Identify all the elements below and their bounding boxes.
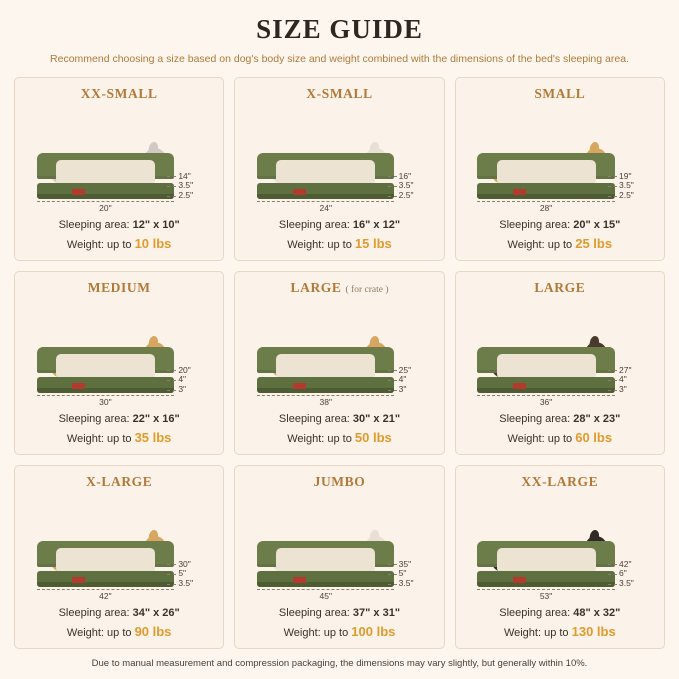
- bed-base-shadow: [477, 582, 614, 587]
- size-card: [234, 465, 444, 649]
- size-card-specs: [241, 605, 437, 641]
- size-card-title: [86, 474, 152, 490]
- brand-tag-icon: [513, 383, 526, 389]
- page-title: SIZE GUIDE: [256, 14, 423, 44]
- width-dimension: [477, 589, 614, 601]
- sleeping-area-label: Sleeping area:: [499, 219, 574, 231]
- weight-value: 90 lbs: [134, 623, 172, 639]
- sleeping-area-value: 12" x 10": [132, 219, 180, 231]
- brand-tag-icon: [293, 189, 306, 195]
- dim-tick-icon: [388, 390, 397, 391]
- sleeping-area-row: [241, 605, 437, 622]
- dim-line-icon: [477, 589, 614, 590]
- weight-label: Weight: up to: [66, 238, 135, 251]
- sleeping-area-value: 20" x 15": [573, 219, 621, 231]
- sleeping-area-row: [462, 411, 658, 428]
- bed-base-shadow: [37, 194, 174, 199]
- dim-mid-value: 4": [398, 374, 407, 385]
- dim-low: [388, 191, 436, 201]
- dim-height: [608, 366, 656, 376]
- dim-tick-icon: [608, 584, 617, 585]
- dim-line-icon: [477, 395, 614, 396]
- weight-label: Weight: up to: [287, 432, 355, 445]
- size-card-specs: [21, 605, 217, 641]
- width-dimension: [37, 201, 174, 213]
- dim-low-value: 3.5": [618, 578, 634, 589]
- brand-tag-icon: [72, 383, 85, 389]
- size-card: [14, 271, 224, 455]
- bed-sleeping-surface: [56, 160, 155, 185]
- bed-base: [477, 183, 614, 199]
- dim-width-value: 36": [539, 397, 553, 407]
- size-card-specs: [241, 411, 437, 447]
- bed-figure: [462, 104, 658, 215]
- dim-mid-value: 5": [398, 568, 407, 579]
- dim-line-icon: [257, 395, 394, 396]
- width-dimension: [257, 589, 394, 601]
- size-card: [234, 271, 444, 455]
- dim-tick-icon: [608, 574, 617, 575]
- dim-width-value: 28": [539, 203, 553, 213]
- dim-low: [608, 385, 656, 395]
- sleeping-area-value: 34" x 26": [132, 607, 180, 619]
- vertical-dimensions: [608, 560, 656, 589]
- sleeping-area-label: Sleeping area:: [499, 607, 574, 619]
- size-card-name: LARGE: [290, 280, 342, 295]
- size-card-specs: [462, 217, 658, 253]
- sleeping-area-value: 28" x 23": [573, 413, 621, 425]
- sleeping-area-label: Sleeping area:: [278, 413, 353, 425]
- dim-line-icon: [257, 201, 394, 202]
- sleeping-area-label: Sleeping area:: [58, 413, 133, 425]
- dim-low: [608, 191, 656, 201]
- bed-figure: [241, 104, 437, 215]
- dim-line-icon: [37, 589, 174, 590]
- dim-height: [167, 366, 215, 376]
- dim-height: [167, 560, 215, 570]
- dog-bed-illustration: [477, 347, 614, 393]
- dim-height-value: 35": [398, 558, 412, 569]
- bed-figure: [462, 492, 658, 603]
- weight-row: [21, 234, 217, 254]
- size-card: [14, 77, 224, 261]
- dim-low: [608, 579, 656, 589]
- weight-row: [241, 234, 437, 254]
- weight-row: [241, 428, 437, 448]
- dim-tick-icon: [608, 564, 617, 565]
- weight-value: 50 lbs: [354, 429, 392, 445]
- dog-bed-illustration: [37, 153, 174, 199]
- width-dimension: [37, 395, 174, 407]
- weight-label: Weight: up to: [503, 626, 572, 639]
- dim-tick-icon: [608, 390, 617, 391]
- dim-width-value: 45": [319, 591, 332, 601]
- bed-base: [257, 183, 394, 199]
- sleeping-area-value: 22" x 16": [132, 413, 180, 425]
- bed-base: [257, 377, 394, 393]
- dim-height-value: 20": [178, 364, 191, 375]
- bed-sleeping-surface: [276, 548, 375, 573]
- size-card-title: [291, 280, 389, 296]
- size-card-note: ( for crate ): [345, 285, 389, 295]
- size-card-name: X-LARGE: [85, 474, 153, 489]
- dim-height: [388, 560, 436, 570]
- footer-note: Due to manual measurement and compression packaging, the dimensions may vary slightly, but generally within 10%.: [91, 658, 588, 669]
- dim-height-value: 27": [618, 364, 632, 375]
- dim-low-value: 2.5": [178, 190, 194, 201]
- size-card-specs: [241, 217, 437, 253]
- sleeping-area-label: Sleeping area:: [58, 607, 133, 619]
- bed-base-shadow: [37, 388, 174, 393]
- dim-mid-value: 3.5": [178, 180, 194, 191]
- sleeping-area-row: [462, 217, 658, 234]
- bed-base-shadow: [257, 582, 394, 587]
- bed-base: [477, 571, 614, 587]
- sleeping-area-row: [21, 605, 217, 622]
- brand-tag-icon: [293, 577, 306, 583]
- weight-row: [241, 622, 437, 642]
- sleeping-area-row: [21, 217, 217, 234]
- size-card: [14, 465, 224, 649]
- bed-base-shadow: [37, 582, 174, 587]
- size-card: [455, 465, 665, 649]
- bed-sleeping-surface: [56, 548, 155, 573]
- dog-bed-illustration: [37, 347, 174, 393]
- dim-tick-icon: [167, 574, 176, 575]
- dim-width-value: 53": [539, 591, 553, 601]
- dim-mid: [608, 375, 656, 385]
- sleeping-area-value: 48" x 32": [573, 607, 621, 619]
- dim-mid-value: 3.5": [618, 180, 634, 191]
- weight-value: 130 lbs: [571, 623, 616, 639]
- brand-tag-icon: [72, 189, 85, 195]
- bed-base-shadow: [257, 388, 394, 393]
- dim-low-value: 2.5": [398, 190, 414, 201]
- dim-height: [388, 366, 436, 376]
- bed-sleeping-surface: [497, 548, 596, 573]
- sleeping-area-label: Sleeping area:: [278, 607, 353, 619]
- size-card: [455, 77, 665, 261]
- dim-tick-icon: [388, 176, 397, 177]
- dim-tick-icon: [608, 196, 617, 197]
- size-card: [234, 77, 444, 261]
- dim-width-value: 24": [319, 203, 332, 213]
- size-card-title: [314, 474, 366, 490]
- brand-tag-icon: [293, 383, 306, 389]
- dim-mid: [388, 375, 436, 385]
- dim-tick-icon: [388, 564, 397, 565]
- dim-line-icon: [37, 395, 174, 396]
- dim-width-value: 20": [99, 203, 112, 213]
- size-card-specs: [462, 411, 658, 447]
- vertical-dimensions: [167, 560, 215, 589]
- dim-tick-icon: [608, 176, 617, 177]
- bed-base: [37, 183, 174, 199]
- weight-row: [462, 622, 658, 642]
- weight-label: Weight: up to: [507, 238, 576, 251]
- bed-figure: [241, 492, 437, 603]
- dim-low: [167, 385, 215, 395]
- vertical-dimensions: [608, 366, 656, 395]
- dim-low: [388, 579, 436, 589]
- dim-low-value: 2.5": [618, 190, 634, 201]
- dim-height-value: 14": [178, 170, 191, 181]
- dim-width-value: 42": [99, 591, 112, 601]
- dim-tick-icon: [167, 380, 176, 381]
- dim-low-value: 3": [178, 384, 187, 395]
- dim-tick-icon: [608, 380, 617, 381]
- dog-bed-illustration: [477, 541, 614, 587]
- width-dimension: [257, 201, 394, 213]
- dim-tick-icon: [167, 196, 176, 197]
- sleeping-area-value: 30" x 21": [352, 413, 401, 425]
- size-card-title: [88, 280, 151, 296]
- sleeping-area-row: [462, 605, 658, 622]
- dim-tick-icon: [388, 186, 397, 187]
- weight-value: 25 lbs: [575, 235, 613, 251]
- bed-sleeping-surface: [276, 354, 375, 379]
- sleeping-area-label: Sleeping area:: [499, 413, 574, 425]
- sleeping-area-row: [241, 411, 437, 428]
- dog-bed-illustration: [257, 153, 394, 199]
- vertical-dimensions: [167, 172, 215, 201]
- bed-base-shadow: [257, 194, 394, 199]
- dim-height-value: 25": [398, 364, 412, 375]
- dim-line-icon: [477, 201, 614, 202]
- dim-width-value: 30": [99, 397, 112, 407]
- bed-base: [477, 377, 614, 393]
- bed-base: [37, 571, 174, 587]
- weight-label: Weight: up to: [66, 626, 135, 639]
- sleeping-area-label: Sleeping area:: [58, 219, 133, 231]
- bed-base-shadow: [477, 388, 614, 393]
- sleeping-area-row: [21, 411, 217, 428]
- dim-tick-icon: [388, 380, 397, 381]
- dim-line-icon: [37, 201, 174, 202]
- dim-low-value: 3.5": [398, 578, 414, 589]
- dim-width-value: 38": [319, 397, 332, 407]
- size-card-name: LARGE: [534, 280, 586, 295]
- weight-label: Weight: up to: [66, 432, 135, 445]
- dog-bed-illustration: [257, 347, 394, 393]
- size-card-name: JUMBO: [313, 474, 366, 489]
- size-card-name: X-SMALL: [306, 86, 373, 101]
- dim-low: [388, 385, 436, 395]
- sleeping-area-label: Sleeping area:: [278, 219, 353, 231]
- vertical-dimensions: [167, 366, 215, 395]
- dim-low-value: 3": [618, 384, 627, 395]
- vertical-dimensions: [388, 172, 436, 201]
- bed-base: [37, 377, 174, 393]
- dog-bed-illustration: [477, 153, 614, 199]
- dim-line-icon: [257, 589, 394, 590]
- dim-tick-icon: [608, 186, 617, 187]
- dim-tick-icon: [608, 370, 617, 371]
- size-card-name: XX-LARGE: [521, 474, 599, 489]
- dim-tick-icon: [167, 176, 176, 177]
- size-card-name: XX-SMALL: [80, 86, 158, 101]
- dim-tick-icon: [388, 574, 397, 575]
- weight-row: [462, 428, 658, 448]
- weight-value: 60 lbs: [575, 429, 613, 445]
- dim-height-value: 42": [618, 558, 632, 569]
- weight-label: Weight: up to: [507, 432, 576, 445]
- dim-mid-value: 6": [618, 568, 627, 579]
- size-card-title: [534, 280, 585, 296]
- width-dimension: [477, 395, 614, 407]
- weight-value: 10 lbs: [134, 235, 172, 251]
- dim-tick-icon: [167, 390, 176, 391]
- size-card-specs: [21, 217, 217, 253]
- size-card-title: [521, 474, 598, 490]
- dim-low: [167, 579, 215, 589]
- bed-base-shadow: [477, 194, 614, 199]
- bed-sleeping-surface: [276, 160, 375, 185]
- size-card-specs: [21, 411, 217, 447]
- weight-row: [21, 622, 217, 642]
- dim-height-value: 19": [618, 170, 632, 181]
- dim-mid: [167, 375, 215, 385]
- dim-mid-value: 3.5": [398, 180, 414, 191]
- bed-figure: [21, 104, 217, 215]
- bed-sleeping-surface: [497, 354, 596, 379]
- bed-figure: [241, 298, 437, 409]
- weight-row: [462, 234, 658, 254]
- dog-bed-illustration: [37, 541, 174, 587]
- dim-low: [167, 191, 215, 201]
- weight-label: Weight: up to: [283, 626, 352, 639]
- dim-tick-icon: [167, 186, 176, 187]
- size-card-title: [306, 86, 372, 102]
- size-card: [455, 271, 665, 455]
- size-card-name: MEDIUM: [87, 280, 151, 295]
- dim-low-value: 3.5": [178, 578, 194, 589]
- brand-tag-icon: [72, 577, 85, 583]
- dim-tick-icon: [167, 584, 176, 585]
- weight-label: Weight: up to: [287, 238, 355, 251]
- vertical-dimensions: [388, 560, 436, 589]
- dim-mid-value: 4": [618, 374, 627, 385]
- bed-sleeping-surface: [56, 354, 155, 379]
- dim-low-value: 3": [398, 384, 407, 395]
- dim-tick-icon: [388, 584, 397, 585]
- weight-row: [21, 428, 217, 448]
- bed-figure: [21, 298, 217, 409]
- size-card-name: SMALL: [534, 86, 586, 101]
- weight-value: 100 lbs: [351, 623, 396, 639]
- size-card-title: [534, 86, 585, 102]
- width-dimension: [37, 589, 174, 601]
- dim-tick-icon: [167, 370, 176, 371]
- dim-tick-icon: [167, 564, 176, 565]
- dim-mid-value: 4": [178, 374, 187, 385]
- sleeping-area-row: [241, 217, 437, 234]
- dog-bed-illustration: [257, 541, 394, 587]
- brand-tag-icon: [513, 189, 526, 195]
- width-dimension: [257, 395, 394, 407]
- size-card-specs: [462, 605, 658, 641]
- size-card-title: [81, 86, 158, 102]
- weight-value: 15 lbs: [354, 235, 392, 251]
- sleeping-area-value: 37" x 31": [352, 607, 401, 619]
- size-card-grid: [14, 77, 665, 649]
- vertical-dimensions: [608, 172, 656, 201]
- dim-height-value: 30": [178, 558, 191, 569]
- sleeping-area-value: 16" x 12": [352, 219, 401, 231]
- bed-base: [257, 571, 394, 587]
- brand-tag-icon: [513, 577, 526, 583]
- width-dimension: [477, 201, 614, 213]
- dim-mid-value: 5": [178, 568, 187, 579]
- page-subtitle: Recommend choosing a size based on dog's body size and weight combined with the dimensions of the bed's sleeping area.: [50, 53, 629, 65]
- dim-height: [608, 560, 656, 570]
- dim-tick-icon: [388, 196, 397, 197]
- vertical-dimensions: [388, 366, 436, 395]
- bed-figure: [21, 492, 217, 603]
- bed-sleeping-surface: [497, 160, 596, 185]
- bed-figure: [462, 298, 658, 409]
- weight-value: 35 lbs: [134, 429, 172, 445]
- dim-tick-icon: [388, 370, 397, 371]
- dim-height-value: 16": [398, 170, 412, 181]
